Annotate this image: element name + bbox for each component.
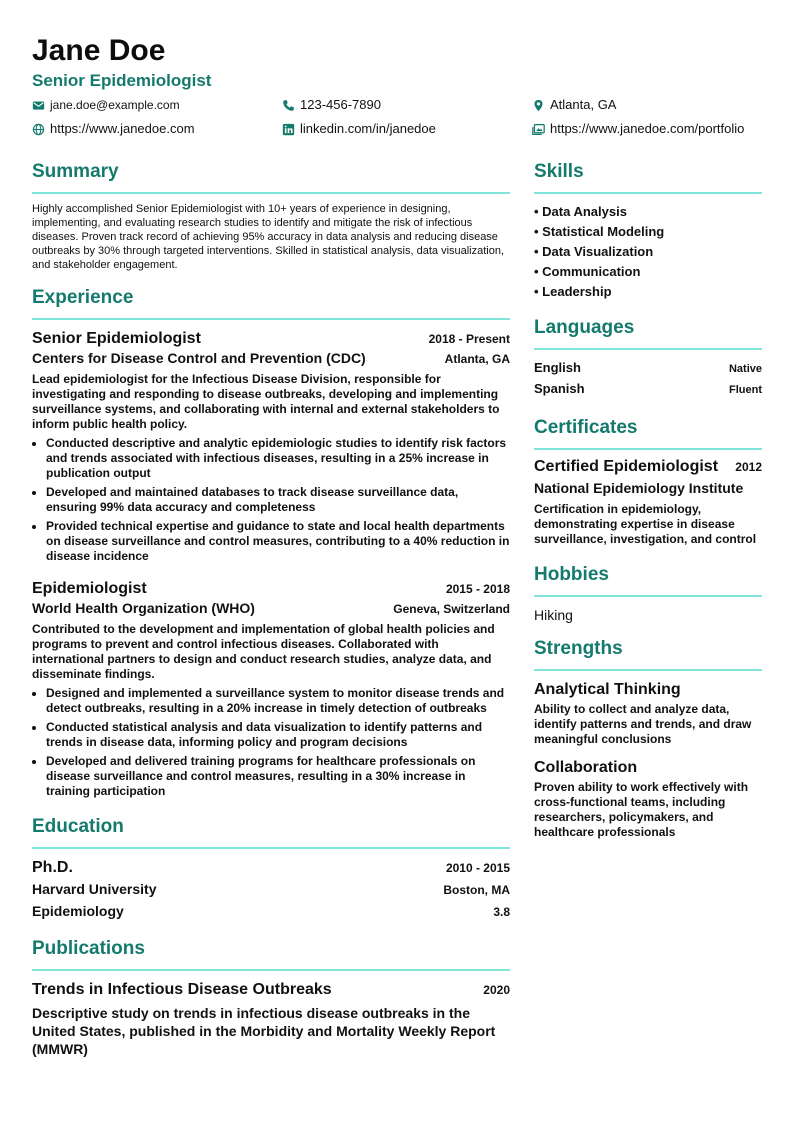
job-bullet: • Conducted statistical analysis and data visualization to identify patterns and trends in disease data, informing policy and program decisions xyxy=(46,720,510,750)
skill-label: Data Visualization xyxy=(542,244,654,259)
certificates-heading: Certificates xyxy=(534,417,638,438)
skill-label: Statistical Modeling xyxy=(542,224,665,239)
certificate-header xyxy=(534,458,762,476)
section-divider xyxy=(534,448,762,450)
job-dates: 2015 - 2018 xyxy=(445,582,510,596)
section-divider xyxy=(32,192,510,194)
resume-columns xyxy=(32,160,762,1058)
hobbies-section xyxy=(534,563,762,625)
job-header xyxy=(32,578,510,599)
candidate-name: Jane Doe xyxy=(32,34,166,67)
publication-description: Descriptive study on trends in infectious disease outbreaks in the United States, published in the Morbidity and Mortality Weekly Report (MMWR) xyxy=(32,1005,496,1057)
education-field: Epidemiology xyxy=(32,903,124,919)
certificate-description: Certification in epidemiology, demonstrating expertise in disease surveillance, investigation, and control xyxy=(534,502,757,546)
job-description: Lead epidemiologist for the Infectious Disease Division, responsible for investigating and responding to disease outbreaks, developing and implementing surveillance systems, and collaborating with internal and external stakeholders to inform public health policy. xyxy=(32,372,500,431)
phone-icon xyxy=(282,99,295,112)
contact-email[interactable] xyxy=(32,96,282,114)
education-dates: 2010 - 2015 xyxy=(445,861,510,875)
website-text: https://www.janedoe.com xyxy=(50,121,195,136)
education-field-row xyxy=(32,902,510,921)
education-degree: Ph.D. xyxy=(32,859,73,876)
section-divider xyxy=(534,348,762,350)
experience-heading: Experience xyxy=(32,287,134,308)
skills-section xyxy=(534,160,762,302)
job-description: Contributed to the development and implementation of global health policies and programs to prevent and control infectious diseases. Collaborated with international partners to design and conduct research studies, analyze data, and disseminate findings. xyxy=(32,622,495,681)
publication-title: Trends in Infectious Disease Outbreaks xyxy=(32,981,332,998)
portfolio-icon xyxy=(532,123,545,136)
location-pin-icon xyxy=(532,99,545,112)
certificates-section xyxy=(534,416,762,547)
education-school-row xyxy=(32,880,510,899)
right-column xyxy=(534,160,762,1058)
job-bullets xyxy=(32,686,510,799)
section-divider xyxy=(534,192,762,194)
job-location: Geneva, Switzerland xyxy=(393,602,510,616)
strengths-section xyxy=(534,637,762,840)
job-org: World Health Organization (WHO) xyxy=(32,600,255,616)
section-divider xyxy=(534,595,762,597)
job-header xyxy=(32,328,510,349)
email-icon xyxy=(32,99,45,112)
job-org: Centers for Disease Control and Prevention (CDC) xyxy=(32,350,366,366)
job-location: Atlanta, GA xyxy=(444,352,510,366)
publication-header xyxy=(32,979,510,1000)
hobbies-heading: Hobbies xyxy=(534,564,609,585)
section-divider xyxy=(32,318,510,320)
publications-section xyxy=(32,937,510,1058)
skills-heading: Skills xyxy=(534,161,584,182)
languages-heading: Languages xyxy=(534,317,635,338)
job-bullet: • Designed and implemented a surveillance system to monitor disease trends and detect outbreaks, resulting in a 20% increase in timely detection of outbreaks xyxy=(46,686,510,716)
education-degree-row xyxy=(32,857,510,878)
section-divider xyxy=(534,669,762,671)
education-gpa: 3.8 xyxy=(493,905,510,919)
language-item xyxy=(534,379,762,400)
location-text: Atlanta, GA xyxy=(550,97,617,112)
strength-item xyxy=(534,757,762,840)
summary-text: Highly accomplished Senior Epidemiologist with 10+ years of experience in designing, implementing, and evaluating research studies to identify and mitigate the risk of infectious diseases. Proven track record of achieving 95% accuracy in data analysis and reducing disease outbreaks by 30% through targeted interventions. Skilled in statistical analysis, data visualization, and stakeholder engagement. xyxy=(32,203,505,271)
candidate-title: Senior Epidemiologist xyxy=(32,71,212,90)
contact-info xyxy=(32,96,762,138)
skill-item: • Statistical Modeling xyxy=(534,224,665,239)
linkedin-icon xyxy=(282,123,295,136)
strengths-heading: Strengths xyxy=(534,638,623,659)
job-title: Epidemiologist xyxy=(32,580,147,597)
publications-heading: Publications xyxy=(32,938,145,959)
job-entry xyxy=(32,328,510,564)
job-bullet: • Developed and delivered training programs for healthcare professionals on disease surveillance and control measures, resulting in a 30% increase in training participation xyxy=(46,754,510,799)
language-item xyxy=(534,358,762,379)
summary-section xyxy=(32,160,510,272)
experience-section xyxy=(32,286,510,799)
skill-item: • Data Analysis xyxy=(534,204,627,219)
education-heading: Education xyxy=(32,816,124,837)
section-divider xyxy=(32,847,510,849)
job-bullet: • Provided technical expertise and guidance to state and local health departments on disease surveillance and control measures, contributing to a 40% reduction in disease incidence xyxy=(46,519,510,564)
job-bullet: • Conducted descriptive and analytic epidemiologic studies to identify risk factors and trends associated with infectious diseases, resulting in a 25% increase in publication output xyxy=(46,436,510,481)
job-bullet: • Developed and maintained databases to track disease surveillance data, ensuring 99% data accuracy and completeness xyxy=(46,485,510,515)
linkedin-text: linkedin.com/in/janedoe xyxy=(300,121,436,136)
language-level: Fluent xyxy=(729,384,762,396)
strength-item xyxy=(534,679,762,747)
contact-portfolio[interactable] xyxy=(532,120,772,138)
hobby-item: Hiking xyxy=(534,607,573,623)
strength-title: Collaboration xyxy=(534,759,638,776)
language-level: Native xyxy=(728,363,762,375)
contact-phone[interactable] xyxy=(282,96,532,114)
job-dates: 2018 - Present xyxy=(428,332,510,346)
certificate-org: National Epidemiology Institute xyxy=(534,480,744,496)
languages-section xyxy=(534,316,762,400)
contact-website[interactable] xyxy=(32,120,282,138)
email-text: jane.doe@example.com xyxy=(50,98,180,112)
education-location: Boston, MA xyxy=(443,883,510,897)
phone-text: 123-456-7890 xyxy=(300,97,381,112)
job-entry xyxy=(32,578,510,799)
publication-year: 2020 xyxy=(483,983,510,997)
skill-item: • Leadership xyxy=(534,284,612,299)
job-bullets xyxy=(32,436,510,564)
language-name: Spanish xyxy=(534,381,585,396)
portfolio-text: https://www.janedoe.com/portfolio xyxy=(550,121,745,136)
language-name: English xyxy=(534,360,581,375)
certificate-title: Certified Epidemiologist xyxy=(534,458,719,475)
skill-label: Communication xyxy=(542,264,641,279)
certificate-year: 2012 xyxy=(735,460,762,474)
education-school: Harvard University xyxy=(32,881,157,897)
skill-label: Leadership xyxy=(542,284,612,299)
skill-label: Data Analysis xyxy=(542,204,627,219)
job-title: Senior Epidemiologist xyxy=(32,330,201,347)
strength-description: Proven ability to work effectively with cross-functional teams, including researchers, policymakers, and healthcare professionals xyxy=(534,780,749,839)
summary-heading: Summary xyxy=(32,161,119,182)
job-org-row xyxy=(32,349,510,368)
left-column xyxy=(32,160,510,1058)
strength-description: Ability to collect and analyze data, identify patterns and trends, and draw meaningful conclusions xyxy=(534,702,752,746)
contact-location xyxy=(532,96,772,114)
contact-linkedin[interactable] xyxy=(282,120,532,138)
skill-item: • Communication xyxy=(534,264,641,279)
section-divider xyxy=(32,969,510,971)
job-org-row xyxy=(32,599,510,618)
education-section xyxy=(32,815,510,921)
globe-icon xyxy=(32,123,45,136)
strength-title: Analytical Thinking xyxy=(534,681,681,698)
resume-header xyxy=(32,34,762,138)
skill-item: • Data Visualization xyxy=(534,244,654,259)
